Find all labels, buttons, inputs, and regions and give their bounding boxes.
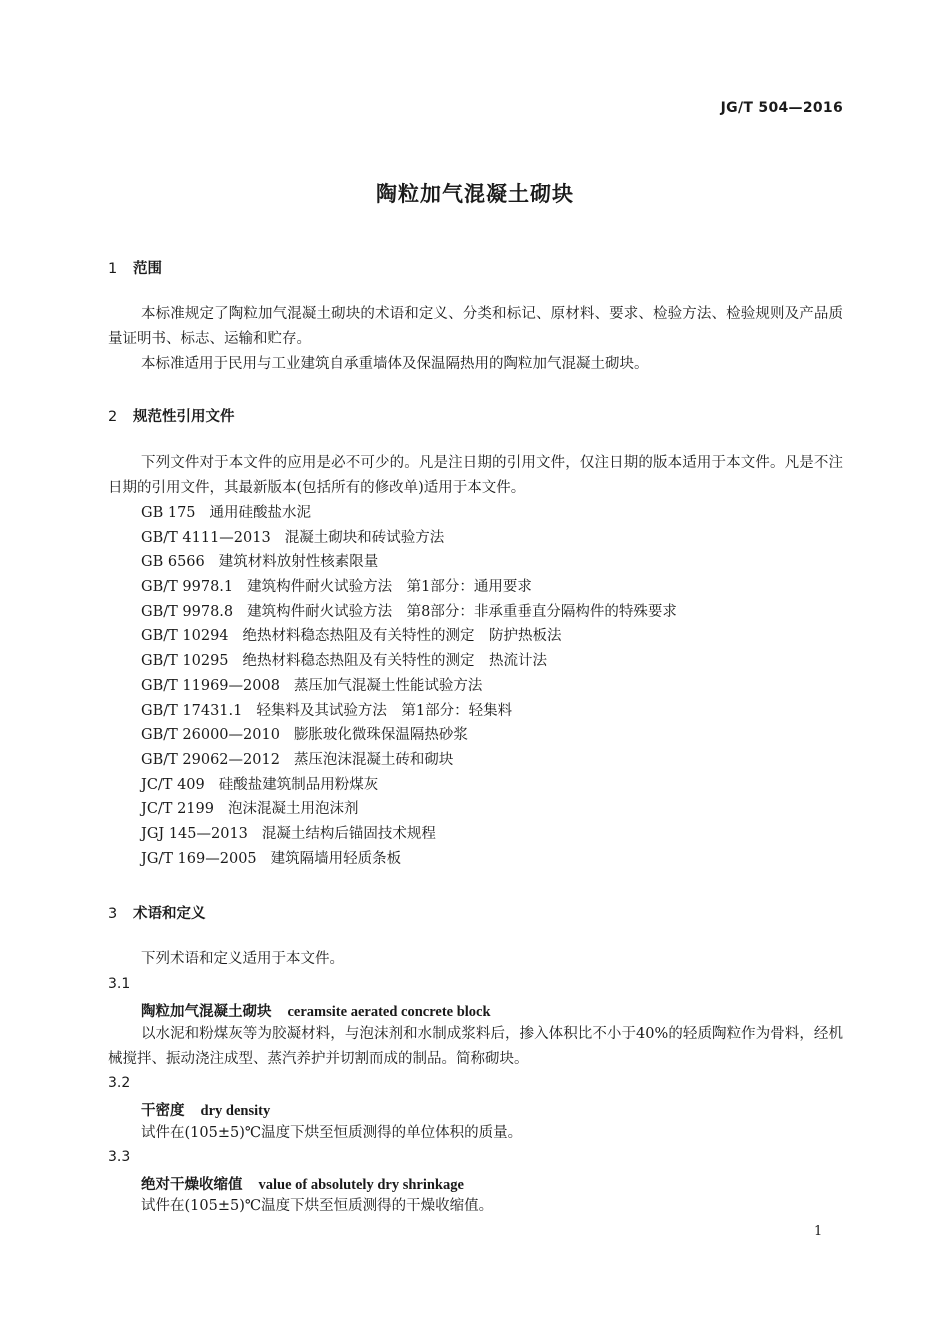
list-item [141,526,677,551]
section-title: 范围 [133,261,162,277]
reference-title: 绝热材料稳态热阻及有关特性的测定 防护热板法 [242,628,562,645]
term-chinese: 绝对干燥收缩值 [141,1177,243,1193]
clause-number: 3.3 [108,1149,131,1165]
reference-code: GB/T 26000—2010 [141,727,280,744]
reference-code: GB/T 17431.1 [141,702,243,719]
list-item [141,501,677,526]
reference-title: 绝热材料稳态热阻及有关特性的测定 热流计法 [242,653,548,670]
reference-code: JC/T 409 [141,776,205,793]
reference-title: 建筑材料放射性核素限量 [218,554,379,571]
list-item [141,649,677,674]
references-intro: 下列文件对于本文件的应用是必不可少的。凡是注日期的引用文件，仅注日期的版本适用于本文件。凡是不注日期的引用文件，其最新版本(包括所有的修改单)适用于本文件。 [108,455,843,496]
term-english: value of absolutely dry shrinkage [258,1177,464,1193]
list-item [141,748,677,773]
list-item [141,624,677,649]
reference-code: GB/T 9978.8 [141,603,234,620]
reference-title: 通用硅酸盐水泥 [209,505,312,521]
scope-paragraph-2: 本标准适用于民用与工业建筑自承重墙体及保温隔热用的陶粒加气混凝土砌块。 [141,356,649,372]
reference-title: 泡沫混凝土用泡沫剂 [227,801,359,818]
list-item [141,847,677,872]
term-english: ceramsite aerated concrete block [287,1004,491,1020]
term-english: dry density [200,1103,271,1119]
reference-title: 混凝土砌块和砖试验方法 [284,529,445,546]
list-item [141,674,677,699]
term-definition: 试件在(105±5)℃温度下烘至恒质测得的单位体积的质量。 [141,1125,523,1141]
reference-list [141,501,677,871]
term-heading [141,1099,270,1120]
list-item [141,699,677,724]
reference-code: GB/T 11969—2008 [141,677,280,694]
scope-paragraph-1: 本标准规定了陶粒加气混凝土砌块的术语和定义、分类和标记、原材料、要求、检验方法、检验规则及产品质量证明书、标志、运输和贮存。 [108,306,843,347]
page-number: 1 [814,1224,823,1239]
list-item [141,600,677,625]
section-title: 术语和定义 [133,906,206,922]
term-definition: 试件在(105±5)℃温度下烘至恒质测得的干燥收缩值。 [141,1198,494,1214]
section-number: 2 [108,409,118,425]
reference-code: JC/T 2199 [141,801,214,818]
standard-code: JG/T 504—2016 [720,100,843,116]
section-number: 3 [108,906,118,922]
reference-title: 混凝土结构后锚固技术规程 [261,825,436,842]
list-item [141,550,677,575]
list-item [141,797,677,822]
reference-title: 轻集料及其试验方法 第1部分：轻集料 [256,702,513,719]
reference-code: GB 175 [141,505,196,521]
document-title: 陶粒加气混凝土砌块 [376,182,574,206]
reference-code: JG/T 169—2005 [141,850,257,867]
clause-number: 3.1 [108,976,131,992]
list-item [141,723,677,748]
reference-title: 膨胀玻化微珠保温隔热砂浆 [293,727,468,744]
reference-code: GB/T 10294 [141,628,229,645]
reference-title: 建筑构件耐火试验方法 第1部分：通用要求 [247,579,532,596]
term-definition: 以水泥和粉煤灰等为胶凝材料，与泡沫剂和水制成浆料后，掺入体积比不小于40%的轻质陶粒作为骨料，经机械搅拌、振动浇注成型、蒸汽养护并切割而成的制品。简称砌块。 [108,1026,843,1067]
terms-intro: 下列术语和定义适用于本文件。 [141,951,344,967]
reference-title: 硅酸盐建筑制品用粉煤灰 [218,776,379,793]
reference-code: JGJ 145—2013 [141,825,248,842]
term-chinese: 陶粒加气混凝土砌块 [141,1004,272,1020]
list-item [141,822,677,847]
reference-code: GB/T 4111—2013 [141,529,271,546]
reference-title: 蒸压加气混凝土性能试验方法 [293,677,483,694]
term-heading [141,1000,491,1021]
reference-code: GB/T 10295 [141,653,229,670]
reference-code: GB/T 29062—2012 [141,751,280,768]
section-heading-terms [108,902,206,923]
reference-title: 建筑构件耐火试验方法 第8部分：非承重垂直分隔构件的特殊要求 [247,603,677,620]
section-number: 1 [108,261,118,277]
reference-code: GB/T 9978.1 [141,579,234,596]
list-item [141,773,677,798]
reference-title: 蒸压泡沫混凝土砖和砌块 [293,751,454,768]
term-chinese: 干密度 [141,1103,185,1119]
section-heading-references [108,405,235,426]
term-heading [141,1173,464,1194]
section-heading-scope [108,257,162,278]
list-item [141,575,677,600]
clause-number: 3.2 [108,1075,131,1091]
reference-code: GB 6566 [141,554,205,571]
section-title: 规范性引用文件 [133,409,235,425]
reference-title: 建筑隔墙用轻质条板 [270,850,402,867]
